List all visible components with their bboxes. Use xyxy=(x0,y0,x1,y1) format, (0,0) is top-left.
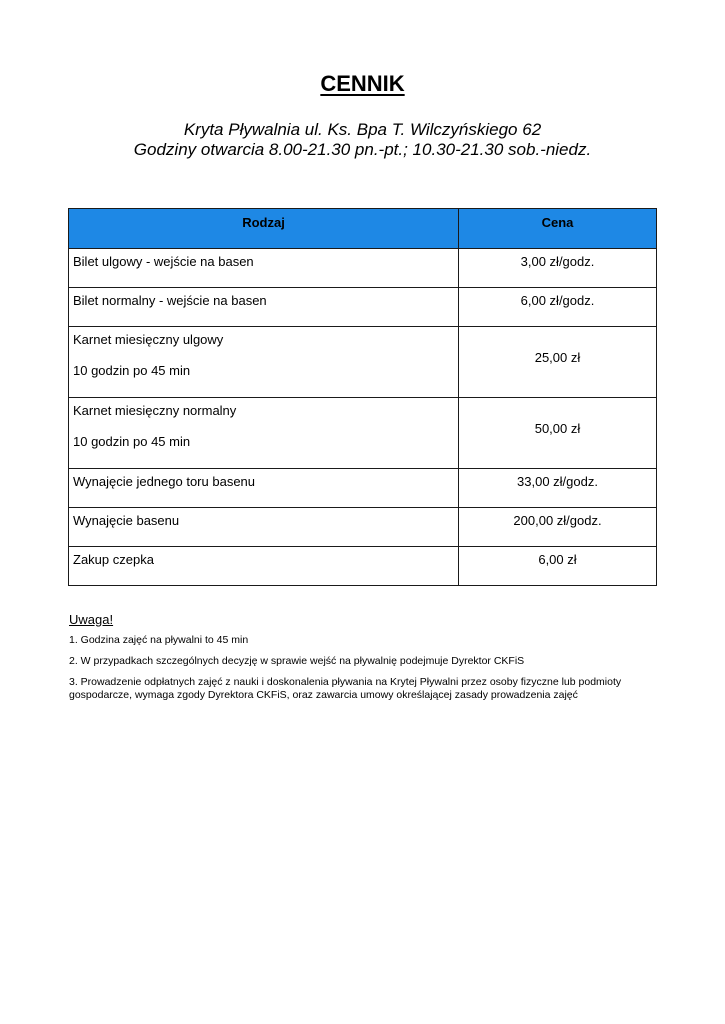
row-price: 33,00 zł/godz. xyxy=(459,469,657,508)
table-row xyxy=(69,249,657,288)
table-row xyxy=(69,547,657,586)
facility-address: Kryta Pływalnia ul. Ks. Bpa T. Wilczyńskiego 62 xyxy=(183,120,542,139)
table-row xyxy=(69,327,657,398)
column-header-type: Rodzaj xyxy=(69,209,459,249)
table-row xyxy=(69,469,657,508)
page-title: CENNIK xyxy=(320,71,405,96)
row-price: 25,00 zł xyxy=(459,327,657,398)
row-name: Wynajęcie basenu xyxy=(69,508,459,547)
column-header-price: Cena xyxy=(459,209,657,249)
notes-title: Uwaga! xyxy=(69,612,114,627)
table-row xyxy=(69,508,657,547)
notes-section xyxy=(69,612,659,710)
row-price: 200,00 zł/godz. xyxy=(459,508,657,547)
row-name: Karnet miesięczny ulgowy xyxy=(73,332,224,347)
table-row xyxy=(69,288,657,327)
price-table-header-row xyxy=(69,209,657,249)
row-price: 6,00 zł/godz. xyxy=(459,288,657,327)
row-name: Karnet miesięczny normalny xyxy=(73,403,237,418)
row-detail: 10 godzin po 45 min xyxy=(73,363,191,378)
row-name: Bilet normalny - wejście na basen xyxy=(69,288,459,327)
row-name: Zakup czepka xyxy=(69,547,459,586)
row-price: 6,00 zł xyxy=(459,547,657,586)
price-table xyxy=(68,208,657,586)
row-detail: 10 godzin po 45 min xyxy=(73,434,191,449)
note-item: 3. Prowadzenie odpłatnych zajęć z nauki i doskonalenia pływania na Krytej Pływalni przez osoby fizyczne lub podmioty gospodarcze, wymaga zgody Dyrektora CKFiS, oraz zawarcia umowy określającej zasady prowadzenia zajęć xyxy=(69,676,622,701)
row-name: Bilet ulgowy - wejście na basen xyxy=(69,249,459,288)
note-item: 2. W przypadkach szczególnych decyzję w sprawie wejść na pływalnię podejmuje Dyrektor CKFiS xyxy=(69,655,525,667)
row-price: 3,00 zł/godz. xyxy=(459,249,657,288)
row-price: 50,00 zł xyxy=(459,398,657,469)
opening-hours: Godziny otwarcia 8.00-21.30 pn.-pt.; 10.30-21.30 sob.-niedz. xyxy=(133,140,592,159)
note-item: 1. Godzina zajęć na pływalni to 45 min xyxy=(69,634,249,646)
table-row xyxy=(69,398,657,469)
row-name-cell xyxy=(69,398,459,469)
row-name-cell xyxy=(69,327,459,398)
row-name: Wynajęcie jednego toru basenu xyxy=(69,469,459,508)
